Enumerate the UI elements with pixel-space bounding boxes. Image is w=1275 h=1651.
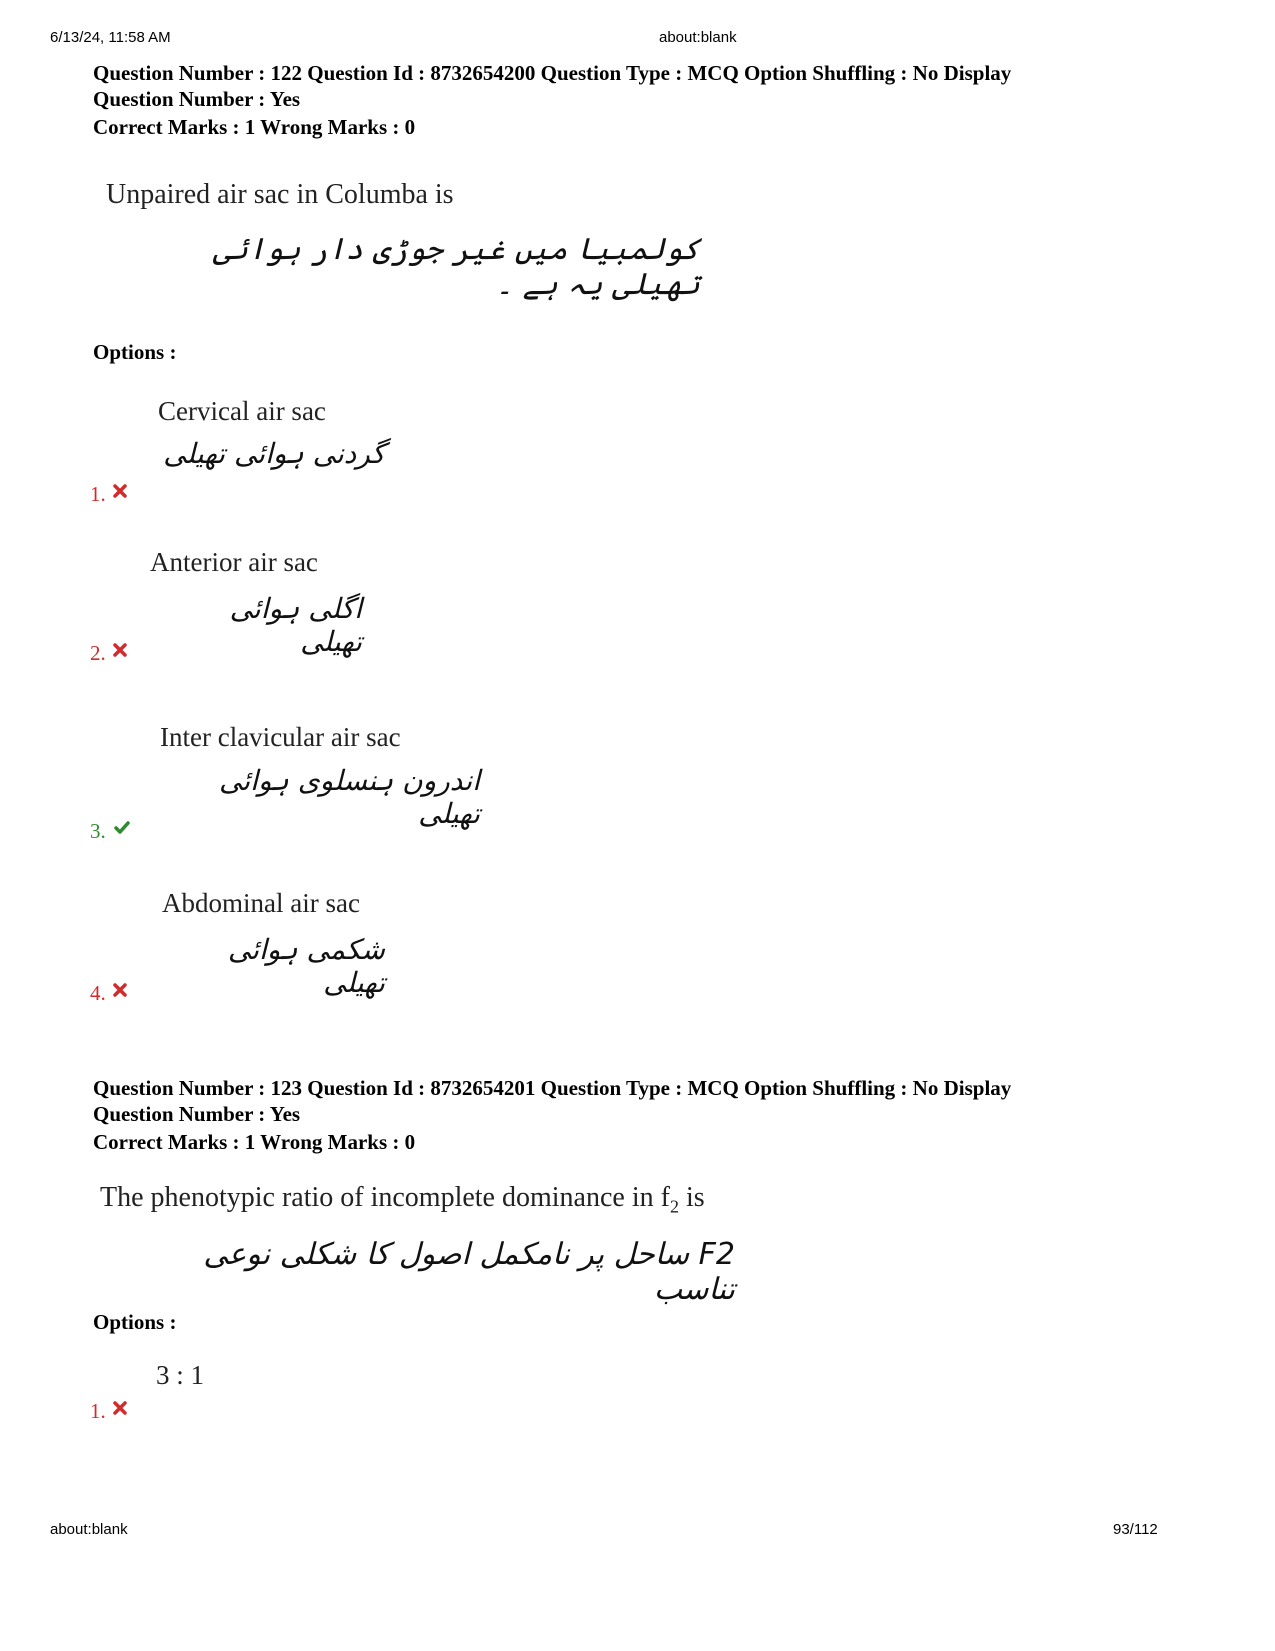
question-text-english: Unpaired air sac in Columba is bbox=[106, 179, 454, 210]
question-meta-line2: Question Number : Yes bbox=[93, 1102, 301, 1126]
option-number-label: 4. bbox=[90, 981, 106, 1005]
cross-icon bbox=[112, 1400, 128, 1416]
option-text-urdu: اندرون ہنسلوی ہوائی تھیلی bbox=[219, 764, 480, 830]
footer-page-number: 93/112 bbox=[1113, 1521, 1158, 1538]
option-number bbox=[90, 641, 128, 666]
options-label: Options : bbox=[93, 340, 177, 364]
check-icon bbox=[112, 820, 132, 836]
print-title: about:blank bbox=[659, 29, 737, 46]
option-number-label: 1. bbox=[90, 1399, 106, 1423]
option-number-label: 1. bbox=[90, 482, 106, 506]
option-number-label: 2. bbox=[90, 641, 106, 665]
question-meta bbox=[93, 60, 1213, 112]
cross-icon bbox=[112, 483, 128, 499]
option-text-english: Abdominal air sac bbox=[162, 888, 360, 918]
question-text-subscript: 2 bbox=[669, 1196, 679, 1217]
question-text-urdu: F2 ساحل پر نامکمل اصول کا شکلی نوعی تناسب bbox=[203, 1237, 735, 1307]
question-meta bbox=[93, 1075, 1213, 1127]
option-text-english: 3 : 1 bbox=[156, 1360, 205, 1390]
option-text-urdu: گردنی ہوائی تھیلی bbox=[163, 437, 385, 470]
option-text-urdu: اگلی ہوائی تھیلی bbox=[229, 592, 362, 658]
footer-url: about:blank bbox=[50, 1521, 128, 1538]
option-text-english: Anterior air sac bbox=[150, 547, 318, 577]
option-number bbox=[90, 1399, 128, 1424]
cross-icon bbox=[112, 642, 128, 658]
question-marks: Correct Marks : 1 Wrong Marks : 0 bbox=[93, 115, 416, 139]
options-label: Options : bbox=[93, 1310, 177, 1334]
question-text-english bbox=[100, 1182, 705, 1218]
question-marks: Correct Marks : 1 Wrong Marks : 0 bbox=[93, 1130, 416, 1154]
question-text-main: The phenotypic ratio of incomplete dominance in f bbox=[100, 1182, 670, 1213]
option-text-urdu: شکمی ہوائی تھیلی bbox=[227, 933, 385, 999]
question-text-tail: is bbox=[678, 1182, 705, 1213]
question-meta-line2: Question Number : Yes bbox=[93, 87, 301, 111]
question-meta-line1: Question Number : 122 Question Id : 8732654200 Question Type : MCQ Option Shuffling : No Display bbox=[93, 61, 1012, 85]
cross-icon bbox=[112, 982, 128, 998]
question-meta-line1: Question Number : 123 Question Id : 8732654201 Question Type : MCQ Option Shuffling : No Display bbox=[93, 1076, 1012, 1100]
option-number bbox=[90, 482, 128, 507]
print-timestamp: 6/13/24, 11:58 AM bbox=[50, 29, 171, 46]
option-number-label: 3. bbox=[90, 819, 106, 843]
question-text-urdu: کولمبیا میں غیر جوڑی دار ہوائی تھیلی یہ ہے ۔ bbox=[212, 232, 700, 302]
option-number bbox=[90, 819, 132, 844]
option-text-english: Cervical air sac bbox=[158, 396, 326, 426]
option-number bbox=[90, 981, 128, 1006]
option-text-english: Inter clavicular air sac bbox=[160, 722, 401, 752]
